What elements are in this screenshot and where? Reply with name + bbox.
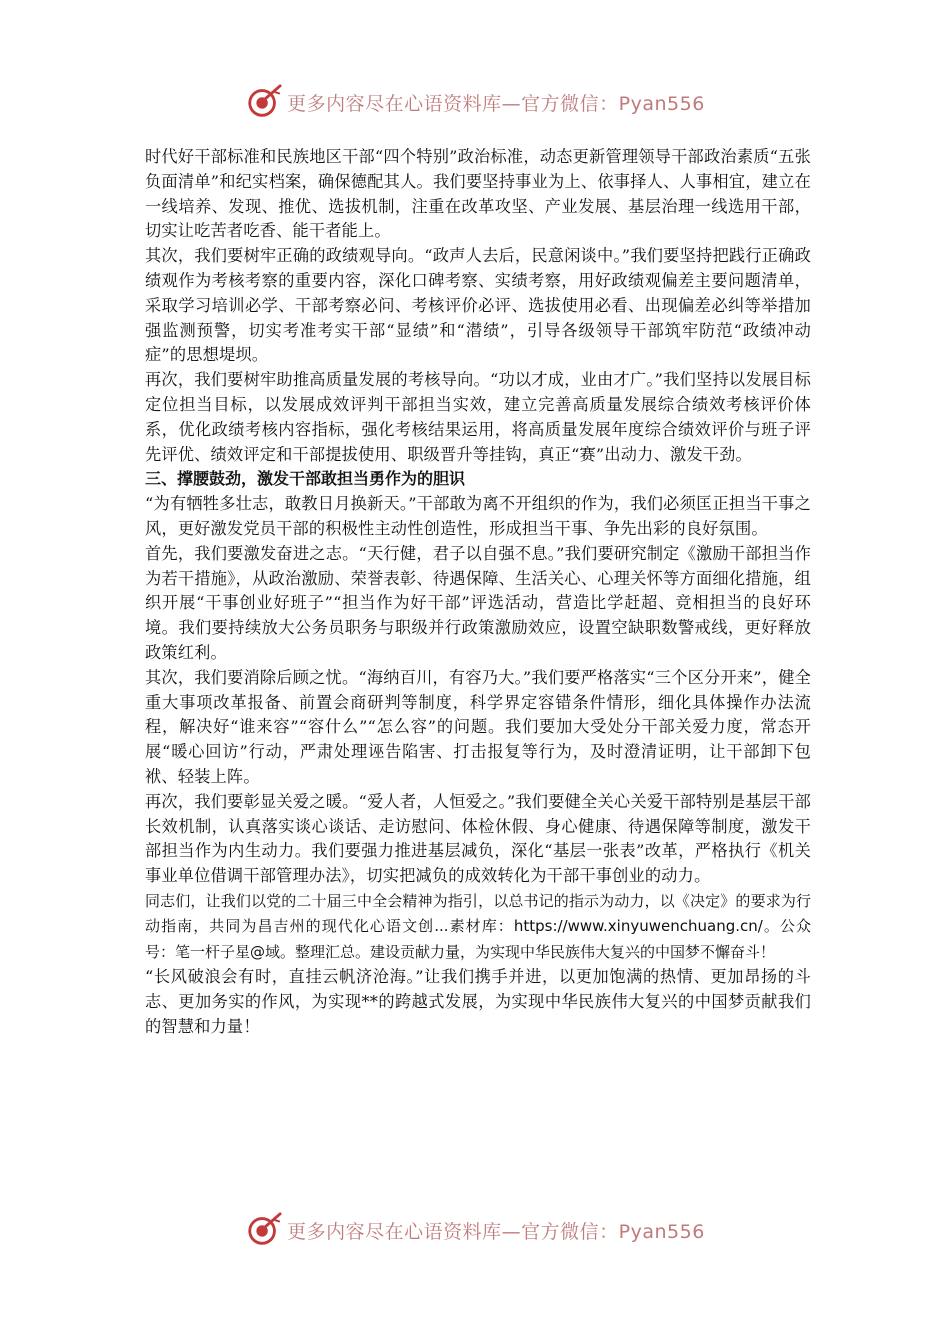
paragraph: 再次，我们要树牢助推高质量发展的考核导向。“功以才成，业由才广。”我们坚持以发展目标定位担当目标，以发展成效评判干部担当实效，建立完善高质量发展综合绩效考核评价体系，优化政绩考核内容指标，强化考核结果运用，将高质量发展年度综合绩效评价与班子评先评优、绩效评定和干部提拔使用、职级晋升等挂钩，真正“赛”出动力、激发干劲。: [145, 370, 811, 464]
brush-logo-icon: [245, 1211, 283, 1249]
header-watermark-banner: [0, 82, 950, 122]
banner-text: 更多内容尽在心语资料库—官方微信：Pyan556: [287, 92, 705, 115]
paragraph: 其次，我们要树牢正确的政绩观导向。“政声人去后，民意闲谈中。”我们要坚持把践行正确政绩观作为考核考察的重要内容，深化口碑考察、实绩考察，用好政绩观偏差主要问题清单，采取学习培训必学、干部考察必问、考核评价必评、选拔使用必看、出现偏差必纠等举措加强监测预警，切实考准考实干部“显绩”和“潜绩”，引导各级领导干部筑牢防范“政绩冲动症”的思想堤坝。: [145, 246, 811, 365]
closing-paragraph: 同志们，让我们以党的二十届三中全会精神为指引，以总书记的指示为动力，以《决定》的要求为行动指南，共同为昌吉州的现代化心语文创...素材库：https://www.xinyuwenchuang.cn/。公众号：笔一杆子星@域。整理汇总。建设贡献力量，为实现中华民族伟大复兴的中国梦不懈奋斗！: [145, 891, 811, 961]
paragraph: “为有牺牲多壮志，敢教日月换新天。”干部敢为离不开组织的作为，我们必须匡正担当干事之风，更好激发党员干部的积极性主动性创造性，形成担当干事、争先出彩的良好氛围。: [145, 494, 811, 538]
document-body: [145, 145, 811, 1040]
paragraph: 时代好干部标准和民族地区干部“四个特别”政治标准，动态更新管理领导干部政治素质“五张负面清单”和纪实档案，确保德配其人。我们要坚持事业为上、依事择人、人事相宜，建立在一线培养、发现、推优、选拔机制，注重在改革攻坚、产业发展、基层治理一线选用干部，切实让吃苦者吃香、能干者能上。: [145, 147, 811, 241]
paragraph: 再次，我们要彰显关爱之暖。“爱人者，人恒爱之。”我们要健全关心关爱干部特别是基层干部长效机制，认真落实谈心谈话、走访慰问、体检休假、身心健康、待遇保障等制度，激发干部担当作为内生动力。我们要强力推进基层减负，深化“基层一张表”改革，严格执行《机关事业单位借调干部管理办法》，切实把减负的成效转化为干部干事创业的动力。: [145, 791, 811, 886]
footer-watermark-banner: [0, 1210, 950, 1250]
paragraph: 其次，我们要消除后顾之忧。“海纳百川，有容乃大。”我们要严格落实“三个区分开来”，健全重大事项改革报备、前置会商研判等制度，科学界定容错条件情形，细化具体操作办法流程，解决好“谁来容”“容什么”“怎么容”的问题。我们要加大受处分干部关爱力度，常态开展“暖心回访”行动，严肃处理诬告陷害、打击报复等行为，及时澄清证明，让干部卸下包袱、轻装上阵。: [145, 667, 811, 786]
banner-text: 更多内容尽在心语资料库—官方微信：Pyan556: [287, 1220, 705, 1243]
paragraph: 首先，我们要激发奋进之志。“天行健，君子以自强不息。”我们要研究制定《激励干部担当作为若干措施》，从政治激励、荣誉表彰、待遇保障、生活关心、心理关怀等方面细化措施，组织开展“干事创业好班子”“担当作为好干部”评选活动，营造比学赶超、竞相担当的良好环境。我们要持续放大公务员职务与职级并行政策激励效应，设置空缺职数警戒线，更好释放政策红利。: [145, 543, 811, 662]
final-paragraph: “长风破浪会有时，直挂云帆济沧海。”让我们携手并进，以更加饱满的热情、更加昂扬的斗志、更加务实的作风，为实现**的跨越式发展，为实现中华民族伟大复兴的中国梦贡献我们的智慧和力量！: [145, 967, 811, 1036]
brush-logo-icon: [245, 83, 283, 121]
section-heading: 三、撑腰鼓劲，激发干部敢担当勇作为的胆识: [145, 469, 466, 489]
